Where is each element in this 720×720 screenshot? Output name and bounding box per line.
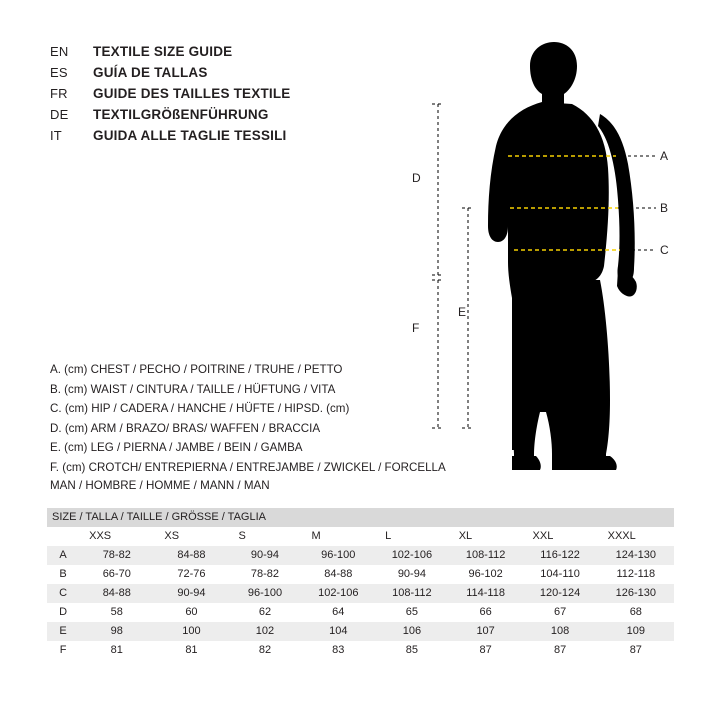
cell-e-s: 102	[228, 622, 301, 641]
title-block	[50, 44, 380, 149]
column-header-s: S	[228, 527, 301, 546]
title-lang-es: ES	[50, 65, 68, 80]
cell-b-xl: 96-102	[449, 565, 523, 584]
column-header-xxxl: XXXL	[598, 527, 674, 546]
cell-b-l: 90-94	[375, 565, 449, 584]
legend-row-a: A. (cm) CHEST / PECHO / POITRINE / TRUHE / PETTO	[50, 363, 343, 376]
cell-d-s: 62	[228, 603, 301, 622]
column-header-xxl: XXL	[523, 527, 598, 546]
cell-d-xs: 60	[154, 603, 228, 622]
cell-c-xs: 90-94	[154, 584, 228, 603]
row-label-e: E	[47, 622, 79, 641]
cell-a-xxxl: 124-130	[598, 546, 674, 565]
table-row	[47, 641, 674, 660]
bracket-d	[432, 104, 444, 275]
label-f: F	[412, 321, 420, 335]
cell-c-xl: 114-118	[449, 584, 523, 603]
label-e: E	[458, 305, 467, 319]
cell-b-xxs: 66-70	[79, 565, 154, 584]
cell-a-xs: 84-88	[154, 546, 228, 565]
cell-a-m: 96-100	[301, 546, 375, 565]
title-lang-fr: FR	[50, 86, 68, 101]
man-silhouette-icon	[488, 42, 637, 470]
cell-e-xl: 107	[449, 622, 523, 641]
cell-e-xs: 100	[154, 622, 228, 641]
title-text-en: TEXTILE SIZE GUIDE	[93, 44, 233, 59]
cell-f-l: 85	[375, 641, 449, 660]
table-row	[47, 565, 674, 584]
cell-e-m: 104	[301, 622, 375, 641]
cell-f-m: 83	[301, 641, 375, 660]
cell-a-l: 102-106	[375, 546, 449, 565]
label-c: C	[660, 243, 669, 257]
cell-b-xxxl: 112-118	[598, 565, 674, 584]
column-header-xl: XL	[449, 527, 523, 546]
legend-row-e: E. (cm) LEG / PIERNA / JAMBE / BEIN / GAMBA	[50, 441, 303, 454]
cell-d-xl: 66	[449, 603, 523, 622]
table-header-row	[47, 508, 674, 527]
title-lang-en: EN	[50, 44, 69, 59]
column-header-xs: XS	[154, 527, 228, 546]
legend-row-c: C. (cm) HIP / CADERA / HANCHE / HÜFTE / HIPSD. (cm)	[50, 402, 350, 415]
title-lang-it: IT	[50, 128, 62, 143]
title-row-fr	[50, 86, 380, 107]
cell-d-m: 64	[301, 603, 375, 622]
title-row-en	[50, 44, 380, 65]
row-label-d: D	[47, 603, 79, 622]
cell-b-m: 84-88	[301, 565, 375, 584]
table-columns-row	[47, 527, 674, 546]
row-label-c: C	[47, 584, 79, 603]
cell-c-xxs: 84-88	[79, 584, 154, 603]
row-label-a: A	[47, 546, 79, 565]
cell-c-xxl: 120-124	[523, 584, 598, 603]
cell-f-xxs: 81	[79, 641, 154, 660]
cell-f-xxl: 87	[523, 641, 598, 660]
cell-d-xxl: 67	[523, 603, 598, 622]
column-header-m: M	[301, 527, 375, 546]
cell-b-s: 78-82	[228, 565, 301, 584]
label-a: A	[660, 149, 669, 163]
title-lang-de: DE	[50, 107, 69, 122]
legend-row-d: D. (cm) ARM / BRAZO/ BRAS/ WAFFEN / BRACCIA	[50, 421, 321, 435]
column-header-l: L	[375, 527, 449, 546]
legend-block	[50, 360, 470, 477]
title-row-de	[50, 107, 380, 128]
row-label-f: F	[47, 641, 79, 660]
cell-c-xxxl: 126-130	[598, 584, 674, 603]
title-row-es	[50, 65, 380, 86]
cell-c-s: 96-100	[228, 584, 301, 603]
cell-d-xxs: 58	[79, 603, 154, 622]
cell-f-xl: 87	[449, 641, 523, 660]
table-row	[47, 584, 674, 603]
title-text-fr: GUIDE DES TAILLES TEXTILE	[93, 86, 291, 101]
label-d: D	[412, 171, 421, 185]
legend-row-f: F. (cm) CROTCH/ ENTREPIERNA / ENTREJAMBE / ZWICKEL / FORCELLA	[50, 460, 446, 474]
size-table	[47, 508, 674, 660]
cell-a-xxl: 116-122	[523, 546, 598, 565]
cell-a-s: 90-94	[228, 546, 301, 565]
cell-a-xxs: 78-82	[79, 546, 154, 565]
title-row-it	[50, 128, 380, 149]
gender-line: MAN / HOMBRE / HOMME / MANN / MAN	[50, 479, 270, 492]
table-corner-cell	[47, 527, 79, 546]
table-header-label: SIZE / TALLA / TAILLE / GRÖSSE / TAGLIA	[47, 508, 674, 527]
title-text-es: GUÍA DE TALLAS	[93, 65, 208, 80]
table-row	[47, 603, 674, 622]
cell-e-xxxl: 109	[598, 622, 674, 641]
cell-d-l: 65	[375, 603, 449, 622]
cell-d-xxxl: 68	[598, 603, 674, 622]
cell-c-m: 102-106	[301, 584, 375, 603]
label-b: B	[660, 201, 669, 215]
cell-e-xxs: 98	[79, 622, 154, 641]
title-text-it: GUIDA ALLE TAGLIE TESSILI	[93, 128, 287, 143]
table-row	[47, 622, 674, 641]
cell-b-xxl: 104-110	[523, 565, 598, 584]
cell-c-l: 108-112	[375, 584, 449, 603]
cell-a-xl: 108-112	[449, 546, 523, 565]
cell-f-xxxl: 87	[598, 641, 674, 660]
size-table-wrap	[47, 508, 674, 660]
cell-b-xs: 72-76	[154, 565, 228, 584]
legend-row-b: B. (cm) WAIST / CINTURA / TAILLE / HÜFTUNG / VITA	[50, 382, 336, 396]
table-row	[47, 546, 674, 565]
column-header-xxs: XXS	[79, 527, 154, 546]
cell-f-s: 82	[228, 641, 301, 660]
cell-e-l: 106	[375, 622, 449, 641]
title-text-de: TEXTILGRÖßENFÜHRUNG	[93, 107, 269, 122]
cell-f-xs: 81	[154, 641, 228, 660]
row-label-b: B	[47, 565, 79, 584]
cell-e-xxl: 108	[523, 622, 598, 641]
